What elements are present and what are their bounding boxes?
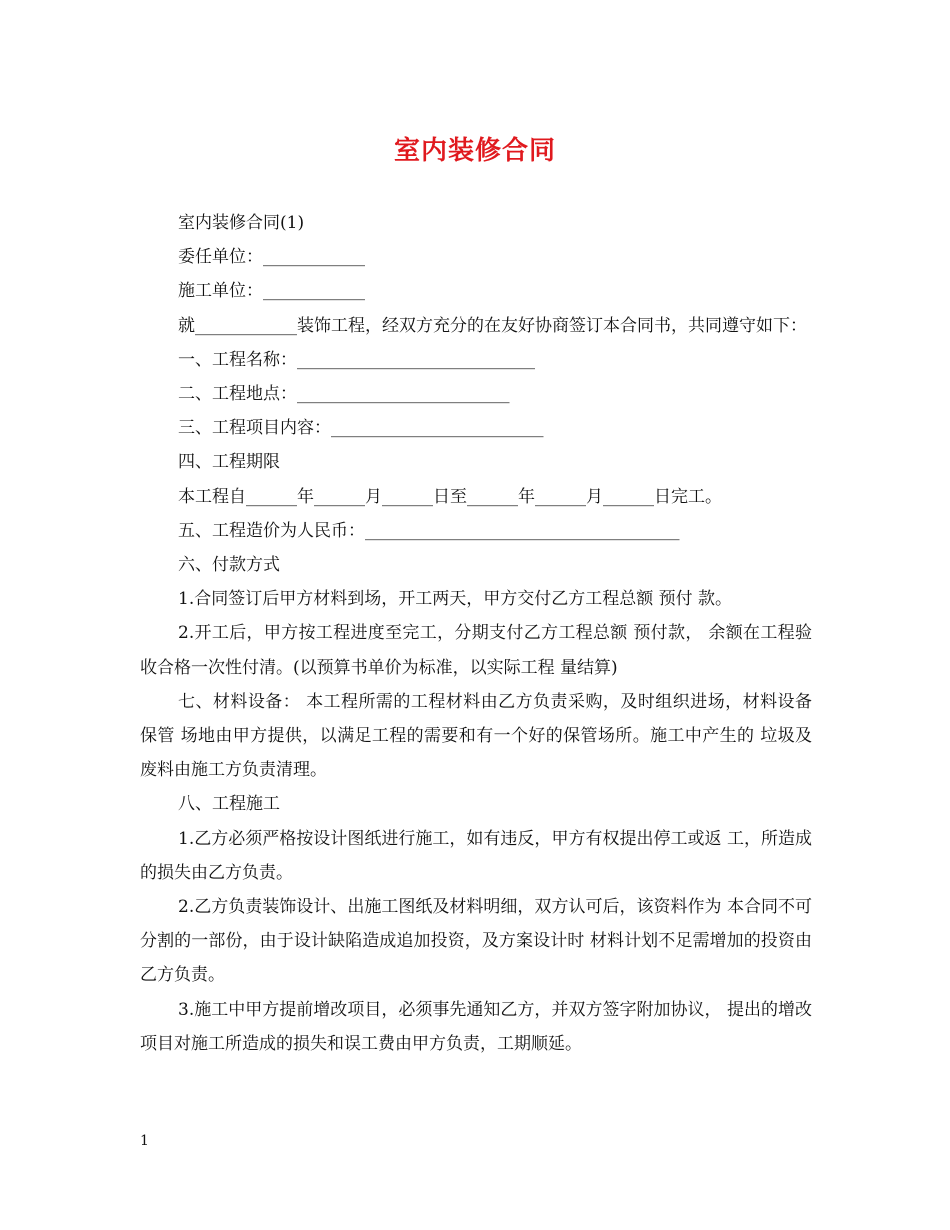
paragraph-materials: 七、材料设备： 本工程所需的工程材料由乙方负责采购，及时组织进场，材料设备保管 场地由甲方提供，以满足工程的需要和有一个好的保管场所。施工中产生的 垃圾及废料由施工方负责清理。 (140, 691, 812, 781)
paragraph-project-content: 三、工程项目内容：_________________________ (178, 418, 544, 439)
paragraph-subtitle: 室内装修合同(1) (178, 213, 305, 233)
paragraph-project-period-heading: 四、工程期限 (178, 452, 280, 473)
paragraph-payment-1: 1.合同签订后甲方材料到场，开工两天，甲方交付乙方工程总额 预付 款。 (178, 589, 733, 610)
paragraph-construction-2: 2.乙方负责装饰设计、出施工图纸及材料明细，双方认可后，该资料作为 本合同不可分割的一部份，由于设计缺陷造成追加投资，及方案设计时 材料计划不足需增加的投资由乙方负责。 (140, 897, 812, 986)
paragraph-project-period: 本工程自______年______月______日至______年______月______日完工。 (178, 486, 722, 507)
paragraph-project-name: 一、工程名称：____________________________ (178, 349, 535, 370)
paragraph-payment-heading: 六、付款方式 (178, 555, 280, 576)
document-body (140, 206, 812, 1061)
paragraph-client: 委任单位：____________ (178, 247, 365, 268)
paragraph-project-location: 二、工程地点：_________________________ (178, 384, 510, 405)
page-number: 1 (140, 1133, 149, 1149)
paragraph-contractor: 施工单位：____________ (178, 281, 365, 302)
paragraph-construction-1: 1.乙方必须严格按设计图纸进行施工，如有违反，甲方有权提出停工或返 工，所造成的损失由乙方负责。 (140, 828, 812, 883)
paragraph-payment-2: 2.开工后，甲方按工程进度至完工，分期支付乙方工程总额 预付款， 余额在工程验收合格一次性付清。(以预算书单价为标准，以实际工程 量结算) (140, 623, 812, 678)
document-title: 室内装修合同 (393, 136, 556, 166)
paragraph-preamble: 就____________装饰工程，经双方充分的在友好协商签订本合同书，共同遵守如下： (178, 315, 807, 336)
paragraph-construction-3: 3.施工中甲方提前增改项目，必须事先通知乙方，并双方签字附加协议， 提出的增改项目对施工所造成的损失和误工费由甲方负责，工期顺延。 (140, 999, 812, 1054)
paragraph-project-cost: 五、工程造价为人民币：_____________________________________ (178, 520, 680, 541)
paragraph-construction-heading: 八、工程施工 (178, 794, 280, 815)
